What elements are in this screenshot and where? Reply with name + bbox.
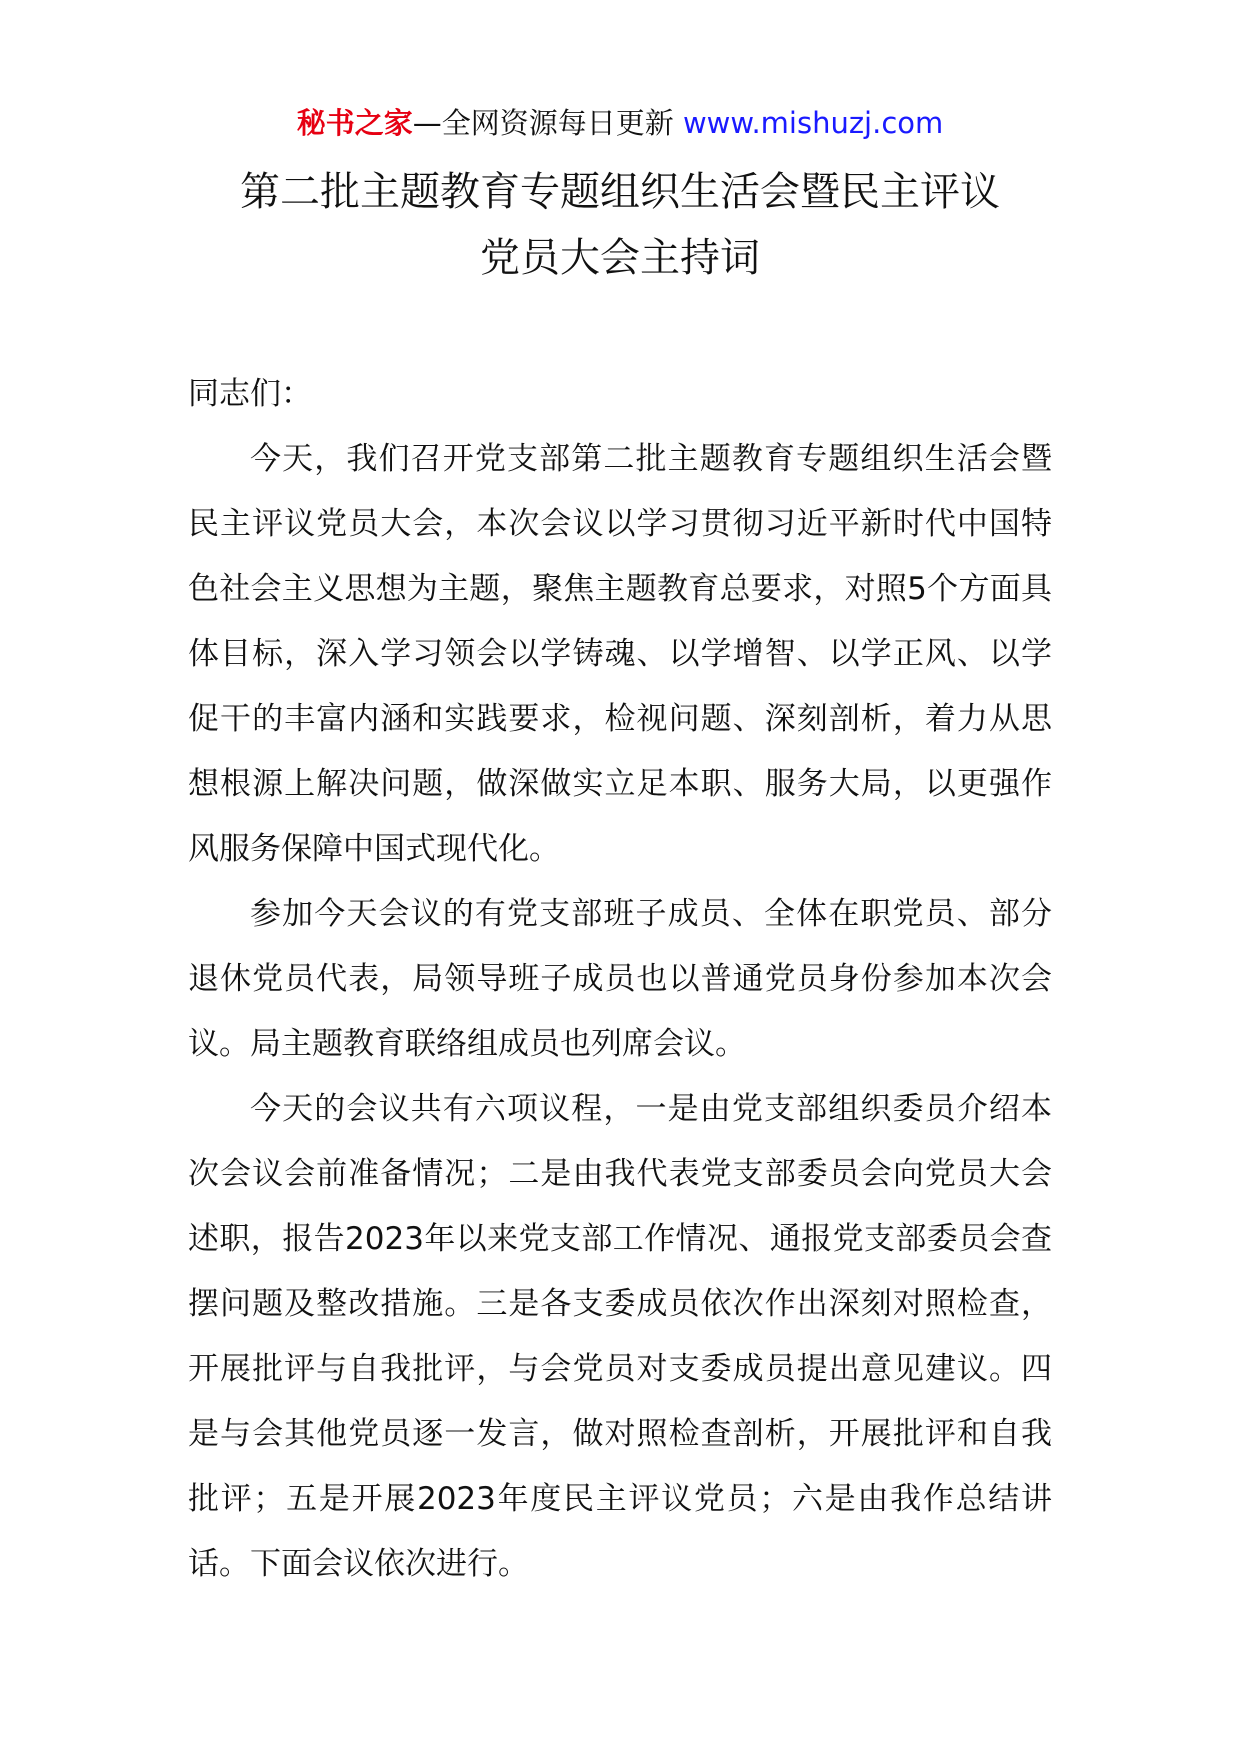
brand-name: 秘书之家 — [296, 106, 413, 140]
document-title-line-1: 第二批主题教育专题组织生活会暨民主评议 — [240, 169, 1000, 215]
watermark-header — [0, 103, 1240, 143]
document-title-line-2: 党员大会主持词 — [480, 235, 760, 281]
paragraph-agenda: 今天的会议共有六项议程，一是由党支部组织委员介绍本次会议会前准备情况；二是由我代表党支部委员会向党员大会述职，报告2023年以来党支部工作情况、通报党支部委员会查摆问题及整改措施。三是各支委成员依次作出深刻对照检查，开展批评与自我批评，与会党员对支委成员提出意见建议。四是与会其他党员逐一发言，做对照检查剖析，开展批评和自我批评；五是开展2023年度民主评议党员；六是由我作总结讲话。下面会议依次进行。 — [188, 1091, 1052, 1582]
document-body — [188, 362, 1052, 1597]
paragraph-attendees: 参加今天会议的有党支部班子成员、全体在职党员、部分退休党员代表，局领导班子成员也以普通党员身份参加本次会议。局主题教育联络组成员也列席会议。 — [188, 896, 1052, 1062]
paragraph-opening: 今天，我们召开党支部第二批主题教育专题组织生活会暨民主评议党员大会，本次会议以学习贯彻习近平新时代中国特色社会主义思想为主题，聚焦主题教育总要求，对照5个方面具体目标，深入学习领会以学铸魂、以学增智、以学正风、以学促干的丰富内涵和实践要求，检视问题、深刻剖析，着力从思想根源上解决问题，做深做实立足本职、服务大局，以更强作风服务保障中国式现代化。 — [188, 441, 1052, 867]
site-url-link[interactable]: www.mishuzj.com — [682, 106, 944, 140]
salutation: 同志们： — [188, 376, 312, 412]
header-tagline: —全网资源每日更新 — [412, 106, 683, 140]
